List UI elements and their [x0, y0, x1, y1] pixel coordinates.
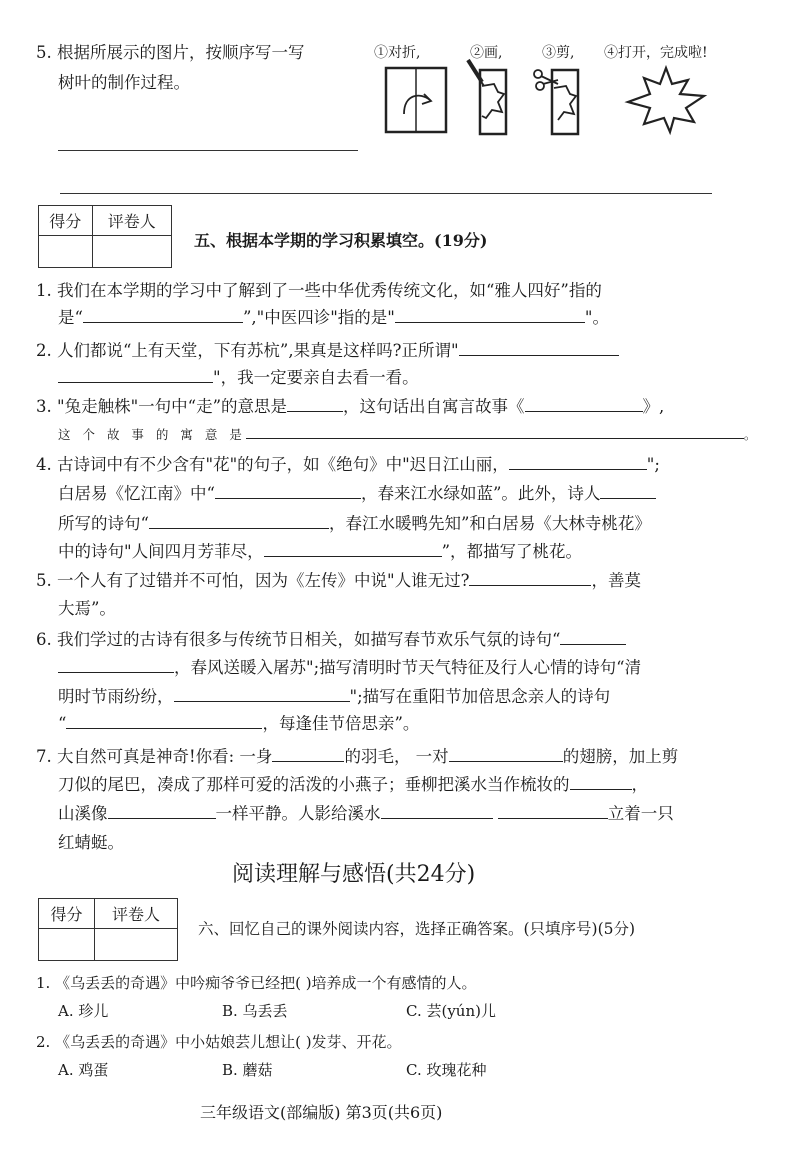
q1-line1: 1. 我们在本学期的学习中了解到了一些中华优秀传统文化，如“雅人四好”指的	[36, 281, 602, 300]
q7-text: 的翅膀，加上剪	[562, 747, 679, 766]
q4-line1	[36, 452, 660, 476]
q6-blank-4[interactable]	[66, 711, 262, 729]
q7-blank-2[interactable]	[449, 744, 563, 762]
q5-line2: 大焉”。	[58, 599, 116, 618]
score-cell[interactable]	[39, 236, 93, 268]
q7-blank-3[interactable]	[570, 772, 632, 790]
score-label: 得分	[39, 899, 95, 929]
s6-q1-stem: 1. 《乌丢丢的奇遇》中吟痴爷爷已经把( )培养成一个有感情的人。	[36, 974, 477, 992]
q7-text: 7. 大自然可真是神奇!你看: 一身	[36, 747, 273, 766]
q7-text: 立着一只	[607, 804, 674, 823]
q3-text: 这 个 故 事 的 寓 意 是	[58, 427, 246, 442]
q6-line2	[58, 655, 641, 679]
q4-blank-3[interactable]	[600, 481, 656, 499]
leaf-icon	[620, 64, 712, 136]
score-box	[38, 205, 172, 268]
s6-q1-option-a[interactable]: A. 珍儿	[58, 1002, 109, 1020]
q6-text: “	[58, 714, 67, 733]
q2-blank-2[interactable]	[58, 365, 213, 383]
q2-line1	[36, 338, 619, 362]
q7-line2	[58, 772, 648, 796]
q1-text: 是“	[58, 308, 83, 327]
q1-line2	[58, 305, 609, 329]
q7-line4: 红蜻蜓。	[58, 833, 124, 852]
q5-text: 5. 一个人有了过错并不可怕，因为《左传》中说"人谁无过?	[36, 571, 470, 590]
q3-blank-3[interactable]	[246, 426, 744, 439]
q1-text: "。	[584, 308, 609, 327]
q3-blank-2[interactable]	[525, 394, 643, 412]
score-label: 得分	[39, 206, 93, 236]
q4-text: ”，都描写了桃花。	[441, 542, 583, 561]
s6-q1-option-b[interactable]: B. 乌丢丢	[222, 1002, 288, 1020]
q4-text: 白居易《忆江南》中“	[58, 484, 215, 503]
q4-text: ，春江水暖鸭先知”和白居易《大林寺桃花》	[328, 514, 651, 533]
q6-text: 6. 我们学过的古诗有很多与传统节日相关，如描写春节欢乐气氛的诗句“	[36, 630, 561, 649]
score-cell[interactable]	[39, 929, 95, 961]
section6-title: 六、回忆自己的课外阅读内容，选择正确答案。(只填序号)(5分)	[198, 920, 636, 938]
q3-text: ，这句话出自寓言故事《	[343, 397, 525, 416]
q1-blank-2[interactable]	[395, 305, 585, 323]
q6-blank-3[interactable]	[174, 684, 350, 702]
q6-text: ";描写在重阳节加倍思念亲人的诗句	[349, 687, 611, 706]
score-box	[38, 898, 178, 961]
q4-text: ";	[646, 455, 660, 474]
reading-heading: 阅读理解与感悟(共24分)	[232, 862, 476, 887]
grader-cell[interactable]	[92, 236, 171, 268]
grader-label: 评卷人	[92, 206, 171, 236]
q4-text: 中的诗句"人间四月芳菲尽，	[58, 542, 264, 561]
q7-text: ，	[631, 775, 648, 794]
q4-blank-5[interactable]	[264, 539, 442, 557]
q5-craft-line2: 树叶的制作过程。	[58, 73, 190, 92]
q4-line3	[58, 511, 651, 535]
q7-blank-1[interactable]	[272, 744, 344, 762]
q2-text: 2. 人们都说“上有天堂，下有苏杭”,果真是这样吗?正所谓"	[36, 341, 459, 360]
q4-line4	[58, 539, 582, 563]
step-label: ③剪,	[542, 45, 575, 61]
q5-line1	[36, 568, 641, 592]
q7-text: 的羽毛， 一对	[344, 747, 449, 766]
q4-blank-2[interactable]	[215, 481, 361, 499]
grader-cell[interactable]	[94, 929, 177, 961]
q7-blank-6[interactable]	[498, 801, 608, 819]
step-label: ①对折,	[374, 45, 421, 61]
q6-blank-2[interactable]	[58, 655, 174, 673]
section5-title: 五、根据本学期的学习积累填空。(19分)	[194, 231, 488, 250]
q7-text: 刀似的尾巴，凑成了那样可爱的活泼的小燕子；垂柳把溪水当作梳妆的	[58, 775, 570, 794]
q6-line4	[58, 711, 419, 735]
step-label: ④打开，完成啦!	[604, 45, 708, 61]
q5-text: ，善莫	[591, 571, 641, 590]
q3-text: 》,	[642, 397, 665, 416]
q6-text: ，每逢佳节倍思亲”。	[262, 714, 420, 733]
fold-paper-icon	[382, 64, 452, 136]
q2-text: "，我一定要亲自去看一看。	[213, 368, 419, 387]
q4-line2	[58, 481, 656, 505]
q7-text: 山溪像	[58, 804, 108, 823]
q4-text: ，春来江水绿如蓝”。此外，诗人	[360, 484, 601, 503]
q3-line1	[36, 394, 664, 418]
s6-q2-option-c[interactable]: C. 玫瑰花种	[406, 1061, 487, 1079]
answer-line	[58, 150, 358, 151]
q4-blank-4[interactable]	[149, 511, 329, 529]
q2-line2	[58, 365, 419, 389]
q5-blank-1[interactable]	[469, 568, 591, 586]
q3-text: 。	[743, 427, 757, 442]
q7-line3	[58, 801, 674, 825]
step-label: ②画,	[470, 45, 503, 61]
q1-blank-1[interactable]	[83, 305, 243, 323]
q6-text: 明时节雨纷纷，	[58, 687, 174, 706]
answer-line	[60, 193, 712, 194]
grader-label: 评卷人	[94, 899, 177, 929]
q3-text: 3. "兔走触株"一句中“走”的意思是	[36, 397, 288, 416]
q1-text: ”,"中医四诊"指的是"	[242, 308, 395, 327]
draw-leaf-icon	[460, 58, 520, 138]
q7-blank-5[interactable]	[381, 801, 493, 819]
page-footer: 三年级语文(部编版) 第3页(共6页)	[200, 1103, 443, 1122]
scissors-icon	[530, 58, 590, 138]
s6-q2-option-b[interactable]: B. 蘑菇	[222, 1061, 273, 1079]
q5-craft-line1: 5. 根据所展示的图片，按顺序写一写	[36, 43, 305, 62]
q3-line2	[58, 426, 756, 444]
q4-blank-1[interactable]	[509, 452, 647, 470]
q6-line1	[36, 627, 626, 651]
q6-blank-1[interactable]	[560, 627, 626, 645]
q7-blank-4[interactable]	[108, 801, 216, 819]
q4-text: 4. 古诗词中有不少含有"花"的句子，如《绝句》中"迟日江山丽，	[36, 455, 509, 474]
q6-text: ，春风送暖入屠苏";描写清明时节天气特征及行人心情的诗句“清	[174, 658, 642, 677]
s6-q1-option-c[interactable]: C. 芸(yún)儿	[406, 1002, 496, 1020]
q7-text: 一样平静。人影给溪水	[215, 804, 381, 823]
q3-blank-1[interactable]	[287, 394, 343, 412]
s6-q2-option-a[interactable]: A. 鸡蛋	[58, 1061, 109, 1079]
q2-blank-1[interactable]	[459, 338, 619, 356]
q7-line1	[36, 744, 678, 768]
s6-q2-stem: 2. 《乌丢丢的奇遇》中小姑娘芸儿想让( )发芽、开花。	[36, 1033, 402, 1051]
q6-line3	[58, 684, 610, 708]
q4-text: 所写的诗句“	[58, 514, 149, 533]
